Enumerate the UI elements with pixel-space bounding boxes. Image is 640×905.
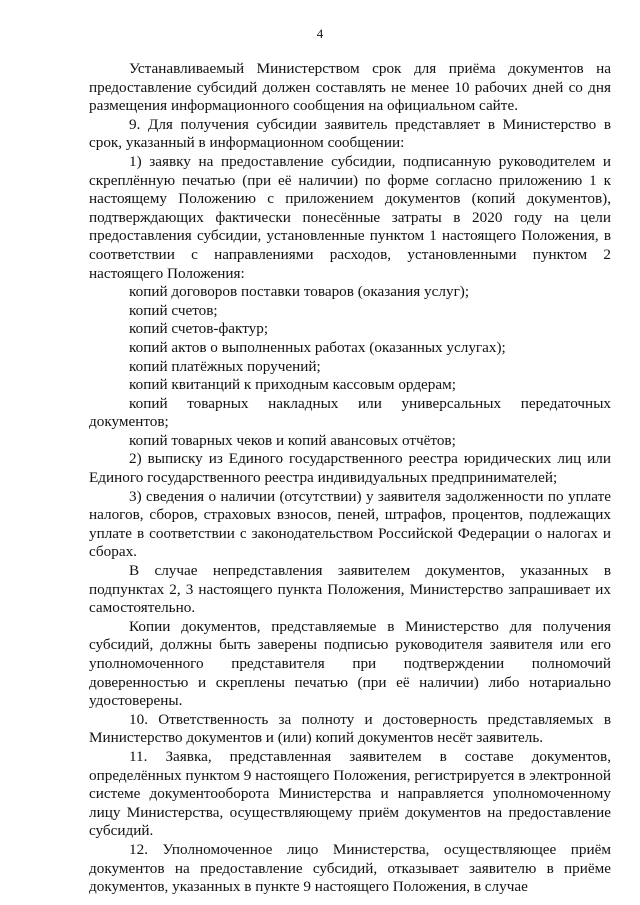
list-item-waybills: копий товарных накладных или универсальных передаточных документов; [89,394,611,431]
page-number: 4 [316,26,324,41]
paragraph-9-item-3: 3) сведения о наличии (отсутствии) у заявителя задолженности по уплате налогов, сборов, страховых взносов, пеней, штрафов, процентов, подлежащих уплате в соответствии с законодательством Российской Федерации о налогах и сборах. [89,487,611,561]
paragraph-12: 12. Уполномоченное лицо Министерства, осуществляющее приём документов на предоставление субсидий, отказывает заявителю в приёме документов, указанных в пункте 9 настоящего Положения, в случае [89,840,611,896]
paragraph-11: 11. Заявка, представленная заявителем в составе документов, определённых пунктом 9 настоящего Положения, регистрируется в электронной системе документооборота Министерства и направляется уполномоченному лицу Министерства, осуществляющему приём документов на предоставление субсидий. [89,747,611,840]
paragraph-9-case: В случае непредставления заявителем документов, указанных в подпунктах 2, 3 настоящего пункта Положения, Министерство запрашивает их самостоятельно. [89,562,611,617]
paragraph-9: 9. Для получения субсидии заявитель представляет в Министерство в срок, указанный в информационном сообщении: [89,115,611,152]
paragraph-9-item-1: 1) заявку на предоставление субсидии, подписанную руководителем и скреплённую печатью (при её наличии) по форме согласно приложению 1 к настоящему Положению с приложением документов (копий документов), подтверждающих фактически понесённые затраты в 2020 году на цели предоставления субсидии, установленные пунктом 1 настоящего Положения, в соответствии с направлениями расходов, установленными пунктом 2 настоящего Положения: [89,152,611,282]
document-body [89,60,611,897]
paragraph-9-item-2: 2) выписку из Единого государственного реестра юридических лиц или Единого государственного реестра индивидуальных предпринимателей; [89,450,611,487]
list-item-tax-invoices: копий счетов-фактур; [129,320,269,338]
list-item-sales-receipts: копий товарных чеков и копий авансовых отчётов; [129,431,456,449]
list-item-invoices: копий счетов; [129,301,218,319]
paragraph-intro: Устанавливаемый Министерством срок для приёма документов на предоставление субсидий должен составлять не менее 10 рабочих дней со дня размещения информационного сообщения на официальном сайте. [89,60,611,115]
list-item-contracts: копий договоров поставки товаров (оказания услуг); [129,283,470,301]
paragraph-10: 10. Ответственность за полноту и достоверность представляемых в Министерство документов и (или) копий документов несёт заявитель. [89,710,611,747]
list-item-payment-orders: копий платёжных поручений; [129,357,321,375]
list-item-cash-receipts: копий квитанций к приходным кассовым ордерам; [129,376,456,394]
list-item-acts: копий актов о выполненных работах (оказанных услугах); [129,338,506,356]
paragraph-9-copies: Копии документов, представляемые в Министерство для получения субсидий, должны быть заверены подписью руководителя заявителя или его уполномоченного представителя при подтверждении полномочий доверенностью и скреплены печатью (при её наличии) либо нотариально удостоверены. [89,617,611,710]
